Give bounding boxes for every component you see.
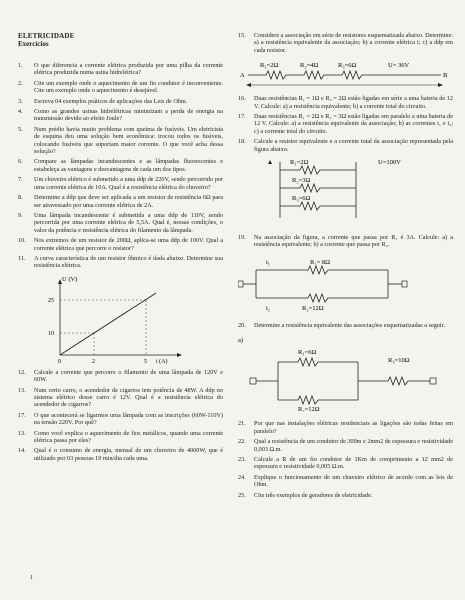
question-text: Na associação da figura, a corrente que passa por R₁ é 3A. Calcule: a) a resistência equivalente; b) a corrente que passa por R₂. bbox=[254, 234, 453, 249]
question-text: Num certo carro, o acendedor de cigarros tem potência de 48W. A ddp no sistema elétrico desse carro é 12V. Qual é a resistência elétrica do acendedor de cigarros? bbox=[34, 386, 223, 409]
series-r2-label: R₂=4Ω bbox=[300, 62, 319, 70]
page-title: ELETRICIDADE bbox=[18, 32, 75, 40]
question-number: 8. bbox=[18, 194, 23, 202]
q20-branch-1 bbox=[278, 358, 358, 366]
question-item bbox=[238, 113, 453, 135]
question-text: Duas resistências R₁ = 2Ω e R₂ = 3Ω estão ligadas em paralelo a uma bateria de 12 V. Calcule: a) a resistência equivalente da associação; b) as correntes i₁ e i₂; c) a corrente total do circuito. bbox=[254, 113, 453, 135]
q19-branch-1 bbox=[256, 266, 388, 274]
question-text: Calcule a R de um fio condutor de 1Km de comprimento a 12 mm2 de espessura e resistividade 0,005 Ω.m. bbox=[254, 455, 453, 471]
question-item bbox=[238, 322, 453, 329]
question-number: 2. bbox=[18, 79, 23, 87]
question-item bbox=[18, 108, 223, 123]
q19-terminal-left bbox=[238, 281, 243, 287]
question-text: Calcule a corrente que percorre o filamento de uma lâmpada de 120V e 60W. bbox=[34, 368, 223, 384]
question-text: Explique o funcionamento de um chuveiro elétrico de acordo com as leis de Ohm. bbox=[254, 473, 453, 489]
question-number: 5. bbox=[18, 125, 23, 133]
page-subtitle: Exercícios bbox=[18, 40, 49, 48]
parallel-circuit-q18 bbox=[238, 156, 453, 224]
p18-r1-label: R₁=2Ω bbox=[290, 159, 309, 167]
question-list-left bbox=[18, 62, 223, 270]
q19-i1-label: i₁ bbox=[266, 258, 271, 266]
question-text: Duas resistências R₁ = 1Ω e R₂ = 2Ω estão ligadas em série a uma bateria de 12 V. Calcule: a) a resistência equivalente; b) a corrente total do circuito. bbox=[254, 95, 453, 110]
question-number: 9. bbox=[18, 211, 23, 219]
graph-xtick-2: 2 bbox=[92, 358, 95, 365]
question-text: Um chuveiro elétrico é submetido a uma ddp de 220V, sendo percorrido por uma corrente elétrica de 10A. Qual é a resistência elétrica do chuveiro? bbox=[34, 176, 223, 191]
question-item bbox=[18, 158, 223, 173]
series-wire bbox=[248, 71, 441, 79]
q20-r2-label: R₂=12Ω bbox=[298, 406, 320, 413]
question-item bbox=[18, 212, 223, 234]
question-item bbox=[18, 80, 223, 95]
graph-q11 bbox=[18, 273, 218, 365]
question-text: Determine a ddp que deve ser aplicada a um resistor de resistência 6Ω para ser atravessado por uma corrente elétrica de 2A. bbox=[34, 194, 223, 209]
question-text: A curva característica de um resistor ôhmico é dada abaixo. Determine sua resistência elétrica. bbox=[34, 254, 223, 270]
q20-r3-label: R₃=10Ω bbox=[388, 357, 410, 365]
question-item bbox=[18, 447, 223, 462]
question-number: 19. bbox=[238, 234, 246, 242]
q20-r1-label: R₁=6Ω bbox=[298, 349, 317, 357]
series-circuit-q15 bbox=[238, 57, 453, 91]
question-text: Considere a associação em série de resistores esquematizada abaixo. Determine: a) a resistência equivalente da associação; b) a corrente elétrica i; c) a ddp em cada resistor. bbox=[254, 32, 453, 54]
q20-branch-2 bbox=[278, 396, 358, 404]
question-item bbox=[18, 412, 223, 427]
question-item bbox=[18, 387, 223, 409]
question-number: 16. bbox=[238, 95, 246, 103]
question-item bbox=[238, 138, 453, 153]
question-number: 6. bbox=[18, 158, 23, 166]
graph-xtick-5: 5 bbox=[144, 358, 147, 365]
question-item bbox=[18, 126, 223, 156]
question-number: 1. bbox=[18, 62, 23, 69]
question-text: Por que nas instalações elétricas residenciais as ligações são todas feitas em paralelo? bbox=[254, 420, 453, 435]
question-item bbox=[238, 234, 453, 249]
question-number: 7. bbox=[18, 176, 23, 184]
question-list-right-5 bbox=[238, 420, 453, 499]
question-text: Nos extremos de um resistor de 200Ω, aplica-se uma ddp de 100V. Qual a corrente elétrica que percorre o resistor? bbox=[34, 237, 223, 252]
question-number: 15. bbox=[238, 32, 246, 39]
question-number: 11. bbox=[18, 254, 26, 262]
question-list-right bbox=[238, 32, 453, 54]
question-number: 12. bbox=[18, 368, 26, 376]
question-text: Escreva 04 exemplos práticos de aplicações das Leis de Ohm. bbox=[34, 97, 188, 105]
question-text: Num prédio havia muito problema com queima de fusíveis. Um eletricista de esquina deu uma solução bem econômica: trocou todos os fusíveis, colocando fusíveis que suportam maior corrente. O que você acha dessa solução? bbox=[34, 125, 223, 156]
question-item bbox=[18, 176, 223, 191]
question-list-right-4 bbox=[238, 322, 453, 329]
graph-xlabel: i (A) bbox=[156, 358, 168, 365]
p18-voltage-label: U=100V bbox=[378, 159, 401, 167]
question-text: Calcule a resistor equivalente e a corrente total da associação representada pela figura abaixo. bbox=[254, 138, 453, 153]
right-column bbox=[238, 32, 453, 502]
question-text: Qual a resistência de um condutor de 300m e 2mm2 de espessura e resistividade 0,003 Ω.m. bbox=[254, 438, 453, 453]
question-number: 13. bbox=[18, 386, 26, 394]
question-text: Como você explica o aquecimento de fios metálicos, quando uma corrente elétrica passa por eles? bbox=[34, 429, 223, 444]
question-text: Qual é o consumo de energia, mensal de um chuveiro de 4000W, que é utilizado por 03 pessoas 10 min/dia cada uma. bbox=[34, 447, 223, 462]
question-text: Como as grandes usinas hidrelétricas minimizam a perda de energia na transmissão devido ao efeito Joule? bbox=[34, 108, 223, 123]
question-text: O que acontecerá se ligarmos uma lâmpada com as inscrições (60W-110V) na tensão 220V. Por quê? bbox=[34, 411, 223, 427]
question-text: Compare as lâmpadas incandescentes e as lâmpadas fluorescentes e estabeleça as vantagens e desvantagens de cada um dos tipos. bbox=[34, 158, 223, 173]
question-number: 24. bbox=[238, 473, 246, 481]
question-number: 13. bbox=[18, 429, 26, 437]
question-number: 4. bbox=[18, 108, 23, 116]
question-number: 22. bbox=[238, 438, 246, 446]
question-list-right-2 bbox=[238, 95, 453, 153]
question-text: Uma lâmpada incandescente é submetida a uma ddp de 110V, sendo percorrida por uma corrente elétrica de 5,5A. Qual é, nessas condições, o valor da potência e resistência elétrica do filamento da lâmpada. bbox=[34, 211, 223, 234]
circuit-q19 bbox=[238, 252, 453, 314]
graph-line bbox=[60, 293, 156, 355]
question-number: 21. bbox=[238, 420, 246, 428]
arrow-left-icon bbox=[246, 83, 251, 87]
question-text: O que diferencia a corrente elétrica produzida por uma pilha da corrente elétrica produzida numa usina hidrelétrica? bbox=[34, 62, 223, 77]
question-text: Cite um exemplo onde o aquecimento de um fio condutor é inconveniente. Cite um exemplo onde o aquecimento é desejável. bbox=[34, 79, 223, 95]
graph-ylabel: U (V) bbox=[62, 275, 78, 283]
question-number: 23. bbox=[238, 455, 246, 463]
q19-r1-label: R₁= 8Ω bbox=[310, 258, 330, 266]
arrow-right-icon bbox=[438, 83, 443, 87]
question-text: Determine a resistência equivalente das associações esquematizadas a seguir. bbox=[254, 321, 445, 329]
q20-terminal-left bbox=[250, 378, 256, 384]
question-item bbox=[18, 255, 223, 270]
p18-r2-label: R₂=3Ω bbox=[292, 177, 311, 185]
question-item bbox=[18, 98, 223, 105]
question-item bbox=[238, 492, 453, 499]
question-number: 3. bbox=[18, 97, 23, 105]
circuit-q20 bbox=[238, 332, 453, 412]
graph-xtick-0: 0 bbox=[58, 358, 61, 365]
series-r1-label: R₁=2Ω bbox=[260, 62, 279, 70]
graph-ytick-10: 10 bbox=[48, 330, 54, 337]
page-number: 1 bbox=[30, 575, 33, 581]
left-column bbox=[18, 32, 223, 465]
question-number: 17. bbox=[238, 113, 246, 121]
question-number: 14. bbox=[18, 447, 26, 455]
series-r3-label: R₃=6Ω bbox=[338, 62, 357, 70]
graph-ytick-25: 25 bbox=[48, 297, 54, 304]
question-text: Cite três exemplos de geradores de eletricidade. bbox=[254, 491, 373, 499]
node-b-label: B bbox=[443, 72, 448, 80]
q19-terminal-right bbox=[402, 281, 407, 287]
question-item bbox=[18, 430, 223, 445]
question-list-right-3 bbox=[238, 234, 453, 249]
p18-arrow-icon bbox=[268, 160, 272, 164]
node-a-label: A bbox=[240, 72, 245, 80]
q20-item-label: a) bbox=[238, 337, 244, 345]
question-number: 18. bbox=[238, 138, 246, 146]
question-item bbox=[238, 474, 453, 489]
x-axis-arrow-icon bbox=[177, 353, 182, 357]
p18-branch-2 bbox=[280, 184, 356, 192]
q20-series-r3 bbox=[358, 377, 430, 385]
question-item bbox=[18, 237, 223, 252]
p18-r3-label: R₃=6Ω bbox=[292, 195, 311, 203]
question-item bbox=[18, 369, 223, 384]
question-item bbox=[18, 62, 223, 77]
series-voltage-label: U= 36V bbox=[388, 62, 410, 70]
question-number: 17. bbox=[18, 411, 26, 419]
question-item bbox=[238, 32, 453, 54]
question-item bbox=[238, 420, 453, 435]
q19-branch-2 bbox=[256, 294, 388, 302]
q20-terminal-right bbox=[430, 378, 436, 384]
p18-branch-1 bbox=[280, 166, 356, 174]
question-number: 10. bbox=[18, 237, 26, 245]
question-number: 20. bbox=[238, 321, 246, 329]
question-number: 25. bbox=[238, 491, 246, 499]
question-item bbox=[238, 95, 453, 110]
p18-branch-3 bbox=[280, 202, 356, 210]
question-item bbox=[238, 456, 453, 471]
q19-i2-label: i₂ bbox=[266, 304, 271, 312]
question-item bbox=[238, 438, 453, 453]
q19-r2-label: R₂=12Ω bbox=[302, 304, 324, 312]
question-list-left-2 bbox=[18, 369, 223, 462]
question-item bbox=[18, 194, 223, 209]
